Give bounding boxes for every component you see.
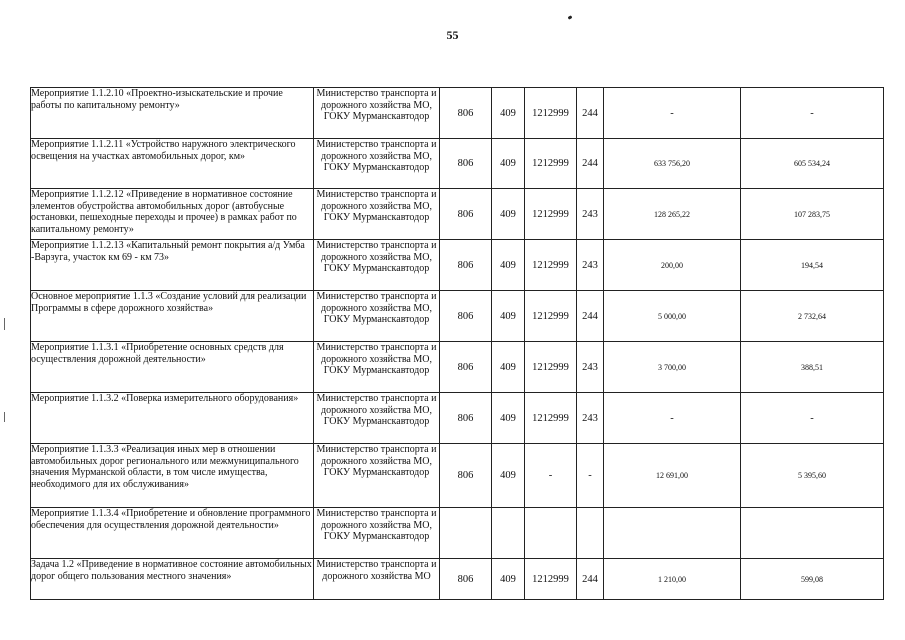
section-code-text: 409 [500, 412, 516, 424]
table-row [31, 393, 884, 444]
responsible-org-text: Министерство транспорта и дорожного хозяйства МО, ГОКУ Мурманскавтодор [316, 240, 437, 275]
activity-name-text: Мероприятие 1.1.2.11 «Устройство наружного электрического освещения на участках автомобильных дорог, км» [31, 139, 296, 162]
section-code-cell [492, 88, 525, 139]
ministry-code-text: 806 [457, 573, 474, 585]
target-article-text: 1212999 [532, 107, 569, 119]
actual-amount-text: 194,54 [801, 260, 823, 270]
actual-amount-cell [741, 393, 884, 444]
section-code-cell [492, 291, 525, 342]
target-article-cell [525, 508, 577, 559]
target-article-text: 1212999 [532, 310, 569, 322]
target-article-cell [525, 559, 577, 600]
ministry-code-cell [440, 291, 492, 342]
target-article-cell [525, 189, 577, 240]
ministry-code-cell [440, 240, 492, 291]
planned-amount-cell [604, 291, 741, 342]
expense-type-cell [577, 559, 604, 600]
table-row [31, 189, 884, 240]
responsible-org-text: Министерство транспорта и дорожного хозяйства МО [316, 559, 437, 582]
planned-amount-cell [604, 559, 741, 600]
activity-name-cell [31, 444, 314, 508]
section-code-cell [492, 393, 525, 444]
expense-type-text: - [588, 470, 592, 481]
budget-table [30, 87, 884, 600]
ministry-code-text: 806 [457, 412, 474, 424]
responsible-org-cell [314, 189, 440, 240]
target-article-text: 1212999 [532, 573, 569, 585]
table-row [31, 240, 884, 291]
planned-amount-cell [604, 342, 741, 393]
table-row [31, 559, 884, 600]
activity-name-text: Мероприятие 1.1.2.10 «Проектно-изыскательские и прочие работы по капитальному ремонту» [31, 88, 283, 111]
activity-name-cell [31, 88, 314, 139]
actual-amount-text: 2 732,64 [798, 311, 826, 321]
actual-amount-cell [741, 444, 884, 508]
activity-name-cell [31, 240, 314, 291]
expense-type-cell [577, 291, 604, 342]
ministry-code-cell [440, 342, 492, 393]
expense-type-text: 244 [582, 107, 598, 119]
ministry-code-text: 806 [457, 361, 474, 373]
target-article-cell [525, 393, 577, 444]
ministry-code-text: 806 [457, 158, 474, 169]
section-code-text: 409 [500, 470, 516, 481]
actual-amount-text: 605 534,24 [794, 159, 830, 168]
section-code-cell [492, 139, 525, 189]
ministry-code-cell [440, 508, 492, 559]
actual-amount-text: - [810, 107, 814, 119]
table-row [31, 139, 884, 189]
section-code-cell [492, 240, 525, 291]
expense-type-text: 244 [582, 310, 598, 322]
planned-amount-cell [604, 444, 741, 508]
target-article-cell [525, 139, 577, 189]
section-code-text: 409 [500, 310, 516, 322]
target-article-text: 1212999 [532, 412, 569, 424]
expense-type-text: 243 [582, 412, 598, 424]
actual-amount-text: 388,51 [801, 362, 823, 372]
actual-amount-text: 107 283,75 [794, 209, 830, 219]
ministry-code-cell [440, 444, 492, 508]
actual-amount-cell [741, 342, 884, 393]
expense-type-text: 244 [582, 158, 598, 169]
ministry-code-cell [440, 88, 492, 139]
margin-mark [4, 412, 5, 422]
responsible-org-cell [314, 393, 440, 444]
responsible-org-cell [314, 508, 440, 559]
expense-type-cell [577, 508, 604, 559]
page-number: 55 [446, 28, 459, 42]
responsible-org-cell [314, 444, 440, 508]
responsible-org-text: Министерство транспорта и дорожного хозяйства МО, ГОКУ Мурманскавтодор [316, 444, 437, 479]
actual-amount-cell [741, 240, 884, 291]
planned-amount-text: 3 700,00 [658, 362, 686, 372]
responsible-org-text: Министерство транспорта и дорожного хозяйства МО, ГОКУ Мурманскавтодор [316, 508, 437, 543]
activity-name-cell [31, 139, 314, 189]
planned-amount-text: 128 265,22 [654, 209, 690, 219]
responsible-org-text: Министерство транспорта и дорожного хозяйства МО, ГОКУ Мурманскавтодор [316, 393, 437, 428]
expense-type-text: 244 [582, 573, 598, 585]
target-article-cell [525, 342, 577, 393]
activity-name-cell [31, 291, 314, 342]
table-row [31, 444, 884, 508]
responsible-org-text: Министерство транспорта и дорожного хозяйства МО, ГОКУ Мурманскавтодор [316, 88, 437, 123]
expense-type-cell [577, 444, 604, 508]
target-article-text: 1212999 [532, 259, 569, 271]
responsible-org-text: Министерство транспорта и дорожного хозяйства МО, ГОКУ Мурманскавтодор [316, 189, 437, 224]
planned-amount-cell [604, 189, 741, 240]
table-row [31, 88, 884, 139]
planned-amount-text: 5 000,00 [658, 311, 686, 321]
section-code-text: 409 [500, 158, 516, 169]
activity-name-cell [31, 342, 314, 393]
target-article-text: 1212999 [532, 208, 569, 220]
expense-type-cell [577, 189, 604, 240]
expense-type-cell [577, 393, 604, 444]
planned-amount-cell [604, 393, 741, 444]
activity-name-cell [31, 559, 314, 600]
table-row [31, 508, 884, 559]
planned-amount-cell [604, 88, 741, 139]
responsible-org-text: Министерство транспорта и дорожного хозяйства МО, ГОКУ Мурманскавтодор [316, 342, 437, 377]
target-article-cell [525, 240, 577, 291]
expense-type-text: 243 [582, 208, 598, 220]
ministry-code-text: 806 [457, 310, 474, 322]
planned-amount-text: 200,00 [661, 260, 683, 270]
activity-name-cell [31, 393, 314, 444]
actual-amount-cell [741, 88, 884, 139]
activity-name-text: Основное мероприятие 1.1.3 «Создание условий для реализации Программы в сфере дорожного хозяйства» [31, 291, 307, 314]
target-article-text: - [548, 470, 553, 481]
target-article-cell [525, 88, 577, 139]
section-code-text: 409 [500, 573, 516, 585]
planned-amount-cell [604, 508, 741, 559]
ministry-code-text: 806 [457, 470, 474, 481]
table-row [31, 342, 884, 393]
responsible-org-cell [314, 88, 440, 139]
activity-name-text: Мероприятие 1.1.3.1 «Приобретение основных средств для осуществления дорожной деятельности» [31, 342, 284, 365]
actual-amount-cell [741, 559, 884, 600]
ministry-code-text: 806 [457, 208, 474, 220]
actual-amount-cell [741, 508, 884, 559]
actual-amount-cell [741, 291, 884, 342]
ministry-code-cell [440, 139, 492, 189]
ministry-code-text: 806 [457, 259, 474, 271]
ministry-code-cell [440, 559, 492, 600]
responsible-org-text: Министерство транспорта и дорожного хозяйства МО, ГОКУ Мурманскавтодор [316, 139, 437, 174]
target-article-text: 1212999 [532, 158, 569, 169]
activity-name-text: Мероприятие 1.1.2.12 «Приведение в нормативное состояние элементов обустройства автомобильных дорог (автобусные остановки, пешеходные переходы и прочее) в рамках работ по капитальному ремонту» [31, 189, 297, 235]
planned-amount-cell [604, 139, 741, 189]
activity-name-text: Задача 1.2 «Приведение в нормативное состояние автомобильных дорог общего пользования местного значения» [31, 559, 312, 582]
activity-name-cell [31, 189, 314, 240]
planned-amount-text: 633 756,20 [654, 159, 690, 168]
target-article-cell [525, 444, 577, 508]
ministry-code-text: 806 [457, 107, 474, 119]
section-code-cell [492, 189, 525, 240]
responsible-org-cell [314, 342, 440, 393]
responsible-org-cell [314, 240, 440, 291]
section-code-text: 409 [500, 208, 516, 220]
expense-type-cell [577, 240, 604, 291]
responsible-org-cell [314, 139, 440, 189]
responsible-org-cell [314, 559, 440, 600]
activity-name-text: Мероприятие 1.1.3.3 «Реализация иных мер в отношении автомобильных дорог регионального или межмуниципального значения Мурманской области, в том числе имущества, необходимого для их обслуживания» [31, 444, 299, 490]
activity-name-text: Мероприятие 1.1.2.13 «Капитальный ремонт покрытия а/д Умба -Варзуга, участок км 69 - км 73» [31, 240, 305, 263]
section-code-cell [492, 508, 525, 559]
table-row [31, 291, 884, 342]
target-article-cell [525, 291, 577, 342]
responsible-org-text: Министерство транспорта и дорожного хозяйства МО, ГОКУ Мурманскавтодор [316, 291, 437, 326]
planned-amount-cell [604, 240, 741, 291]
margin-mark [4, 318, 5, 330]
ministry-code-cell [440, 393, 492, 444]
expense-type-cell [577, 88, 604, 139]
actual-amount-cell [741, 139, 884, 189]
section-code-cell [492, 342, 525, 393]
expense-type-cell [577, 342, 604, 393]
actual-amount-text: - [810, 412, 814, 424]
expense-type-text: 243 [582, 361, 598, 373]
planned-amount-text: - [670, 107, 674, 119]
activity-name-text: Мероприятие 1.1.3.4 «Приобретение и обновление программного обеспечения для осуществления дорожной деятельности» [31, 508, 311, 531]
target-article-text: 1212999 [532, 361, 569, 373]
actual-amount-text: 599,08 [801, 574, 823, 584]
expense-type-text: 243 [582, 259, 598, 271]
expense-type-cell [577, 139, 604, 189]
section-code-cell [492, 559, 525, 600]
actual-amount-text: 5 395,60 [798, 471, 826, 480]
ministry-code-cell [440, 189, 492, 240]
planned-amount-text: 1 210,00 [658, 574, 686, 584]
actual-amount-cell [741, 189, 884, 240]
responsible-org-cell [314, 291, 440, 342]
section-code-text: 409 [500, 107, 516, 119]
activity-name-text: Мероприятие 1.1.3.2 «Поверка измерительного оборудования» [31, 393, 299, 404]
scan-speck [568, 15, 573, 20]
planned-amount-text: - [670, 412, 674, 424]
activity-name-cell [31, 508, 314, 559]
planned-amount-text: 12 691,00 [656, 471, 688, 480]
section-code-text: 409 [500, 361, 516, 373]
section-code-cell [492, 444, 525, 508]
section-code-text: 409 [500, 259, 516, 271]
